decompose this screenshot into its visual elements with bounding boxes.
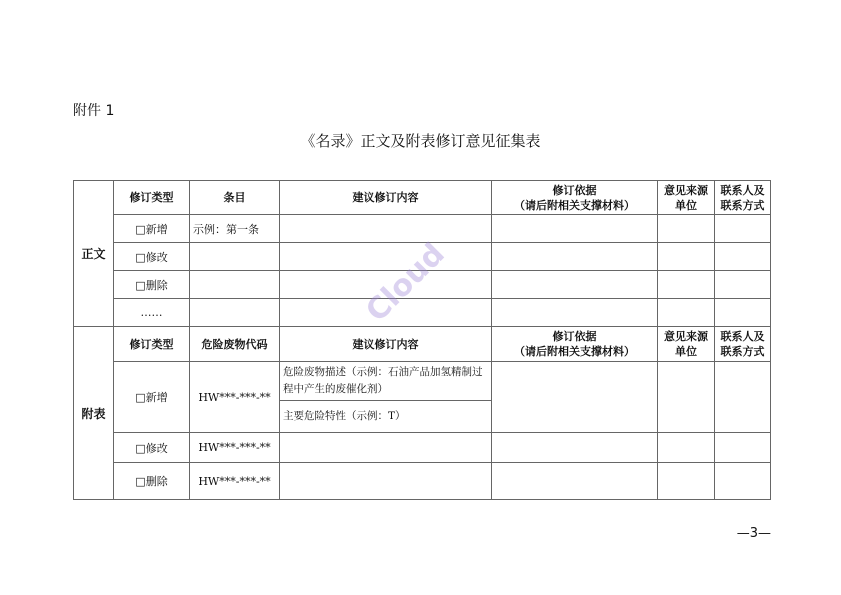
cloud-watermark: Cloud [359,236,452,329]
appendix-header-row [74,327,771,362]
document-title: 《名录》正文及附表修订意见征集表 [300,132,541,150]
type-cell[interactable]: …… [114,299,190,327]
contact-cell[interactable] [715,271,771,299]
header-type: 修订类型 [114,327,190,362]
body-section-label: 正文 [74,181,114,327]
header-type: 修订类型 [114,181,190,215]
table-row [74,243,771,271]
header-item: 条目 [190,181,280,215]
content-cell[interactable] [280,299,492,327]
contact-cell[interactable] [715,299,771,327]
item-cell[interactable] [190,271,280,299]
source-cell[interactable] [658,463,715,500]
type-cell[interactable]: □删除 [114,271,190,299]
content-cell[interactable] [280,215,492,243]
source-cell[interactable] [658,271,715,299]
source-cell[interactable] [658,433,715,463]
basis-cell[interactable] [492,271,658,299]
source-cell[interactable] [658,299,715,327]
table-row [74,271,771,299]
basis-cell[interactable] [492,243,658,271]
type-cell[interactable]: □新增 [114,362,190,433]
source-cell[interactable] [658,243,715,271]
type-cell[interactable]: □新增 [114,215,190,243]
basis-cell[interactable] [492,299,658,327]
table-row [74,362,771,401]
source-cell[interactable] [658,362,715,433]
header-basis: 修订依据 （请后附相关支撑材料） [492,181,658,215]
table-row [74,463,771,500]
body-header-row [74,181,771,215]
attachment-label: 附件 1 [73,103,115,119]
item-cell[interactable]: 示例：第一条 [190,215,280,243]
header-code: 危险废物代码 [190,327,280,362]
contact-cell[interactable] [715,215,771,243]
type-cell[interactable]: □修改 [114,243,190,271]
basis-cell[interactable] [492,433,658,463]
code-cell[interactable]: HW***-***-** [190,433,280,463]
header-source: 意见来源 单位 [658,181,715,215]
header-contact: 联系人及 联系方式 [715,181,771,215]
header-contact: 联系人及 联系方式 [715,327,771,362]
table-row [74,433,771,463]
header-basis: 修订依据 （请后附相关支撑材料） [492,327,658,362]
hazard-cell[interactable]: 主要危险特性（示例：T） [280,401,492,433]
page-number: —3— [736,526,771,541]
contact-cell[interactable] [715,433,771,463]
appendix-section-label: 附表 [74,327,114,500]
description-cell[interactable]: 危险废物描述（示例：石油产品加氢精制过程中产生的废催化剂） [280,362,492,401]
contact-cell[interactable] [715,463,771,500]
type-cell[interactable]: □删除 [114,463,190,500]
content-cell[interactable] [280,463,492,500]
header-source: 意见来源 单位 [658,327,715,362]
type-cell[interactable]: □修改 [114,433,190,463]
code-cell[interactable]: HW***-***-** [190,362,280,433]
header-content: 建议修订内容 [280,327,492,362]
content-cell[interactable] [280,271,492,299]
code-cell[interactable]: HW***-***-** [190,463,280,500]
table-row [74,215,771,243]
item-cell[interactable] [190,299,280,327]
content-cell[interactable] [280,433,492,463]
revision-form-table [73,180,771,500]
basis-cell[interactable] [492,362,658,433]
contact-cell[interactable] [715,243,771,271]
content-cell[interactable] [280,243,492,271]
basis-cell[interactable] [492,215,658,243]
source-cell[interactable] [658,215,715,243]
header-content: 建议修订内容 [280,181,492,215]
table-row [74,299,771,327]
item-cell[interactable] [190,243,280,271]
basis-cell[interactable] [492,463,658,500]
contact-cell[interactable] [715,362,771,433]
